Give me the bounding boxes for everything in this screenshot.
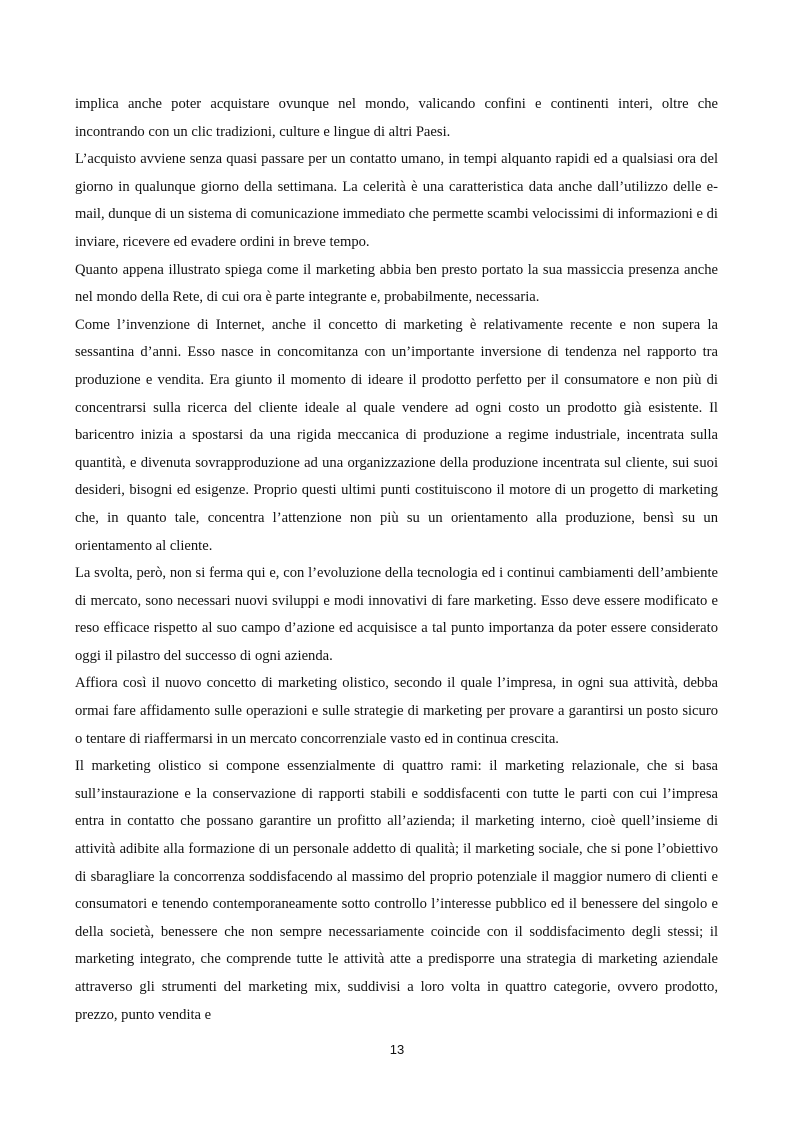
paragraph-2: L’acquisto avviene senza quasi passare per un contatto umano, in tempi alquanto rapidi ed a qualsiasi ora del giorno in qualunque giorno della settimana. La celerità è una caratteristica data anche dall’utilizzo delle e-mail, dunque di un sistema di comunicazione immediato che permette scambi velocissimi di informazioni e di inviare, ricevere ed evadere ordini in breve tempo.: [75, 151, 718, 250]
paragraph-7: Il marketing olistico si compone essenzialmente di quattro rami: il marketing relazionale, che si basa sull’instaurazione e la conservazione di rapporti stabili e soddisfacenti con tutte le parti con cui l’impresa entra in contatto che possano garantire un profitto all’azienda; il marketing interno, cioè quell’insieme di attività adibite alla formazione di un personale addetto di qualità; il marketing sociale, che si pone l’obiettivo di sbaragliare la concorrenza soddisfacendo al massimo del proprio potenziale il maggior numero di clienti e consumatori e tenendo contemporaneamente sotto controllo l’interesse pubblico ed il benessere del singolo e della società, benessere che non sempre necessariamente coincide con il soddisfacimento degli stessi; il marketing integrato, che comprende tutte le attività atte a predisporre una strategia di marketing aziendale attraverso gli strumenti del marketing mix, suddivisi a loro volta in quattro categorie, ovvero prodotto, prezzo, punto vendita e: [75, 758, 718, 1023]
page-number: 13: [389, 1042, 405, 1057]
paragraph-6: Affiora così il nuovo concetto di marketing olistico, secondo il quale l’impresa, in ogni sua attività, debba ormai fare affidamento sulle operazioni e sulle strategie di marketing per provare a garantirsi un posto sicuro o tentare di riaffermarsi in un mercato concorrenziale vasto ed in continua crescita.: [75, 675, 718, 747]
paragraph-5: La svolta, però, non si ferma qui e, con l’evoluzione della tecnologia ed i continui cambiamenti dell’ambiente di mercato, sono necessari nuovi sviluppi e modi innovativi di fare marketing. Esso deve essere modificato e reso efficace rispetto al suo campo d’azione ed acquisisce a tal punto importanza da poter essere considerato oggi il pilastro del successo di ogni azienda.: [75, 565, 718, 664]
paragraph-3: Quanto appena illustrato spiega come il marketing abbia ben presto portato la sua massiccia presenza anche nel mondo della Rete, di cui ora è parte integrante e, probabilmente, necessaria.: [75, 261, 718, 306]
paragraph-1: implica anche poter acquistare ovunque nel mondo, valicando confini e continenti interi, oltre che incontrando con un clic tradizioni, culture e lingue di altri Paesi.: [75, 96, 718, 140]
paragraph-4: Come l’invenzione di Internet, anche il concetto di marketing è relativamente recente e non supera la sessantina d’anni. Esso nasce in concomitanza con un’importante inversione di tendenza nel rapporto tra produzione e vendita. Era giunto il momento di ideare il prodotto perfetto per il consumatore e non più di concentrarsi sulla ricerca del cliente ideale al quale vendere ad ogni costo un prodotto già esistente. Il baricentro inizia a spostarsi da una rigida meccanica di produzione a regime industriale, incentrata sulla quantità, e divenuta sovrapproduzione ad una organizzazione della produzione incentrata sul cliente, sui suoi desideri, bisogni ed esigenze. Proprio questi ultimi punti costituiscono il motore di un progetto di marketing che, in quanto tale, concentra l’attenzione non più su un orientamento alla produzione, bensì su un orientamento al cliente.: [75, 316, 718, 554]
body-text: [75, 91, 718, 1029]
